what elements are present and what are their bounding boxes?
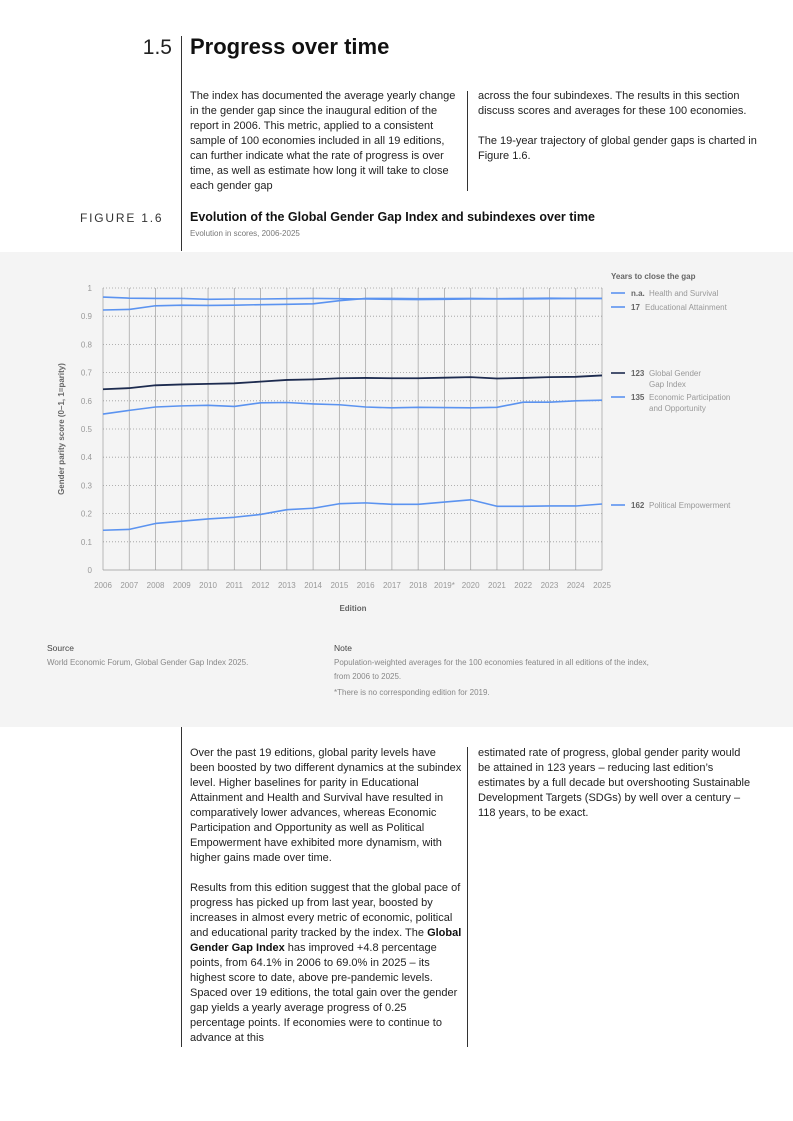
source-text: World Economic Forum, Global Gender Gap Index 2025. (47, 658, 249, 667)
y-tick-label: 0 (87, 566, 92, 575)
y-tick-label: 0.4 (80, 453, 92, 463)
section-divider (181, 36, 182, 251)
intro-column-divider (467, 91, 468, 191)
y-tick-label: 0.9 (80, 312, 92, 322)
intro-column-2 (478, 89, 758, 164)
legend-years-to-close: 135 (631, 393, 645, 402)
y-tick-label: 0.8 (80, 340, 92, 350)
figure-subtitle: Evolution in scores, 2006-2025 (190, 229, 300, 238)
section-number: 1.5 (142, 36, 172, 59)
x-tick-label: 2019* (433, 581, 455, 590)
y-tick-label: 0.1 (80, 537, 92, 547)
series-line (103, 375, 602, 389)
y-tick-label: 0.3 (80, 481, 92, 491)
legend-years-to-close: n.a. (631, 289, 645, 298)
series-line (103, 400, 602, 414)
y-tick-label: 0.6 (80, 396, 92, 406)
source-title: Source (47, 643, 74, 653)
x-tick-label: 2021 (488, 581, 506, 590)
body-column-1 (190, 746, 462, 1046)
body-column-2 (478, 746, 753, 821)
x-tick-label: 2016 (356, 581, 375, 590)
body-column-divider (467, 747, 468, 1047)
intro-paragraph-2: across the four subindexes. The results in this section discuss scores and averages for these 100 economies. (478, 90, 747, 117)
x-tick-label: 2009 (172, 581, 191, 590)
y-tick-label: 1 (87, 284, 92, 293)
legend-series-label: Political Empowerment (649, 501, 731, 510)
y-axis-title: Gender parity score (0–1, 1=parity) (57, 363, 66, 495)
legend-series-label: and Opportunity (649, 404, 706, 413)
legend-years-to-close: 17 (631, 303, 640, 312)
series-line (103, 500, 602, 530)
x-tick-label: 2017 (382, 581, 401, 590)
x-tick-label: 2015 (330, 581, 349, 590)
figure-label: FIGURE 1.6 (80, 211, 164, 225)
legend-series-label: Global Gender (649, 369, 702, 378)
x-tick-label: 2020 (461, 581, 480, 590)
x-tick-label: 2013 (277, 581, 296, 590)
body-left-divider (181, 727, 182, 1047)
x-tick-label: 2022 (514, 581, 533, 590)
legend-series-label: Economic Participation (649, 393, 731, 402)
y-tick-label: 0.7 (80, 368, 92, 378)
legend-series-label: Gap Index (649, 380, 686, 389)
x-tick-label: 2006 (94, 581, 112, 590)
y-tick-label: 0.2 (80, 509, 92, 519)
legend-years-to-close: 123 (631, 369, 645, 378)
line-chart (0, 252, 793, 632)
intro-column-1 (190, 89, 460, 194)
legend-years-to-close: 162 (631, 501, 645, 510)
note-line-1: Population-weighted averages for the 100 economies featured in all editions of the index, (334, 658, 649, 667)
x-axis-title: Edition (339, 604, 367, 613)
x-tick-label: 2008 (146, 581, 165, 590)
note-line-3: *There is no corresponding edition for 2019. (334, 688, 490, 697)
x-tick-label: 2024 (566, 581, 585, 590)
legend-series-label: Educational Attainment (645, 303, 727, 312)
section-title: Progress over time (190, 34, 390, 59)
intro-paragraph-1: The index has documented the average yearly change in the gender gap since the inaugural edition of the report in 2006. This metric, applied to a consistent sample of 100 economies included in all 19 editions, can further indicate what the rate of progress is over time, as well as estimate how long it will take to close each gender gap (190, 90, 456, 192)
x-tick-label: 2011 (225, 581, 243, 590)
body-paragraph-2: Results from this edition suggest that the global pace of progress has picked up from last year, boosted by increases in almost every metric of economic, political and educational parity tracked by the index. The Global Gender Gap Index has improved +4.8 percentage points, from 64.1% in 2006 to 69.0% in 2025 – its highest score to date, above pre-pandemic levels. Spaced over 19 editions, the total gain over the gender gap yields a yearly average progress of 0.25 percentage points. If economies were to continue to advance at this (190, 882, 462, 1044)
x-tick-label: 2025 (593, 581, 611, 590)
note-title: Note (334, 643, 352, 653)
intro-paragraph-3: The 19-year trajectory of global gender gaps is charted in Figure 1.6. (478, 135, 757, 162)
x-tick-label: 2023 (540, 581, 559, 590)
x-tick-label: 2010 (199, 581, 217, 590)
note-line-2: from 2006 to 2025. (334, 672, 402, 681)
x-tick-label: 2014 (304, 581, 323, 590)
body-paragraph-3: estimated rate of progress, global gender parity would be attained in 123 years – reducing last edition’s estimates by a full decade but overshooting Sustainable Development Targets (SDGs) by well over a century – 118 years, to be exact. (478, 747, 751, 819)
x-tick-label: 2018 (409, 581, 428, 590)
legend-series-label: Health and Survival (649, 289, 719, 298)
x-tick-label: 2007 (120, 581, 139, 590)
figure-title: Evolution of the Global Gender Gap Index and subindexes over time (190, 210, 595, 224)
series-line (103, 298, 602, 310)
legend-title: Years to close the gap (611, 272, 696, 281)
ggg-index-highlight: Global Gender Gap Index (190, 927, 462, 954)
x-tick-label: 2012 (251, 581, 270, 590)
body-paragraph-1: Over the past 19 editions, global parity levels have been boosted by two different dynamics at the subindex level. Higher baselines for parity in Educational Attainment and Health and Survival have resulted in comparatively lower advances, whereas Economic Participation and Opportunity as well as Political Empowerment have exhibited more dynamism, with higher gains made over time. (190, 747, 462, 864)
y-tick-label: 0.5 (80, 425, 92, 434)
